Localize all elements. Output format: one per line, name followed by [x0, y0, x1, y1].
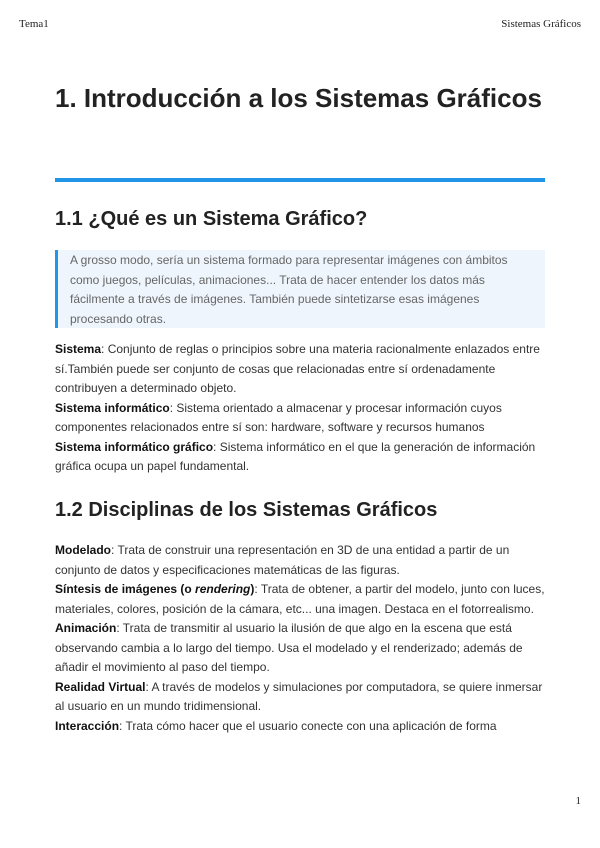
header-subject: Sistemas Gráficos [501, 18, 581, 30]
definition-text: : Trata de transmitir al usuario la ilusión de que algo en la escena que está observando cambia a lo largo del tiempo. Usa el modelado y el renderizado; además de añadir el movimiento al paso del tiempo. [55, 621, 523, 674]
definitions-section-2 [55, 541, 547, 736]
definition-term: Interacción [55, 718, 120, 733]
definition-text: : Trata de obtener, a partir del modelo, junto con luces, materiales, colores, posición de la cámara, etc... una imagen. Destaca en el fotorrealismo. [55, 582, 545, 616]
page-title: 1. Introducción a los Sistemas Gráficos [55, 83, 542, 113]
definition-term: Realidad Virtual [55, 679, 146, 694]
definition-term: Sistema [55, 342, 102, 356]
page-number: 1 [575, 795, 581, 807]
callout-quote [55, 250, 545, 328]
header-chapter: Tema1 [19, 18, 49, 30]
definition-term-emphasis: rendering [195, 582, 251, 596]
definition-text: : Conjunto de reglas o principios sobre una materia racionalmente enlazados entre sí.También puede ser conjunto de cosas que relacionadas entre sí ordenadamente contribuyen a determinado objeto. [55, 342, 540, 395]
title-divider [55, 178, 545, 182]
definition-text: : Sistema informático en el que la generación de información gráfica ocupa un papel fundamental. [55, 439, 536, 473]
definition-term: Síntesis de imágenes (o rendering) [55, 582, 255, 596]
definitions-section-1 [55, 340, 547, 477]
definition-text: : A través de modelos y simulaciones por computadora, se quiere inmersar al usuario en un mundo tridimensional. [55, 679, 543, 713]
running-header [19, 18, 581, 30]
definition-term: Modelado [55, 543, 111, 557]
definition-text: : Sistema orientado a almacenar y procesar información cuyos componentes relacionados entre sí son: hardware, software y recursos humanos [55, 400, 502, 434]
section-heading-1-1: 1.1 ¿Qué es un Sistema Gráfico? [55, 208, 368, 230]
definition-term: Sistema informático gráfico [55, 439, 214, 454]
definition-text: : Trata cómo hacer que el usuario conecte con una aplicación de forma [119, 718, 497, 733]
definition-term: Animación [55, 621, 117, 635]
definition-term: Sistema informático [55, 400, 170, 415]
callout-text: A grosso modo, sería un sistema formado para representar imágenes con ámbitos como juegos, películas, animaciones... Trata de hacer entender los datos más fácilmente a través de imágenes. También puede sintetizarse esas imágenes procesando otras. [70, 253, 508, 326]
section-heading-1-2: 1.2 Disciplinas de los Sistemas Gráficos [55, 499, 438, 521]
definition-text: : Trata de construir una representación en 3D de una entidad a partir de un conjunto de datos y especificaciones matemáticas de las figuras. [55, 543, 510, 577]
